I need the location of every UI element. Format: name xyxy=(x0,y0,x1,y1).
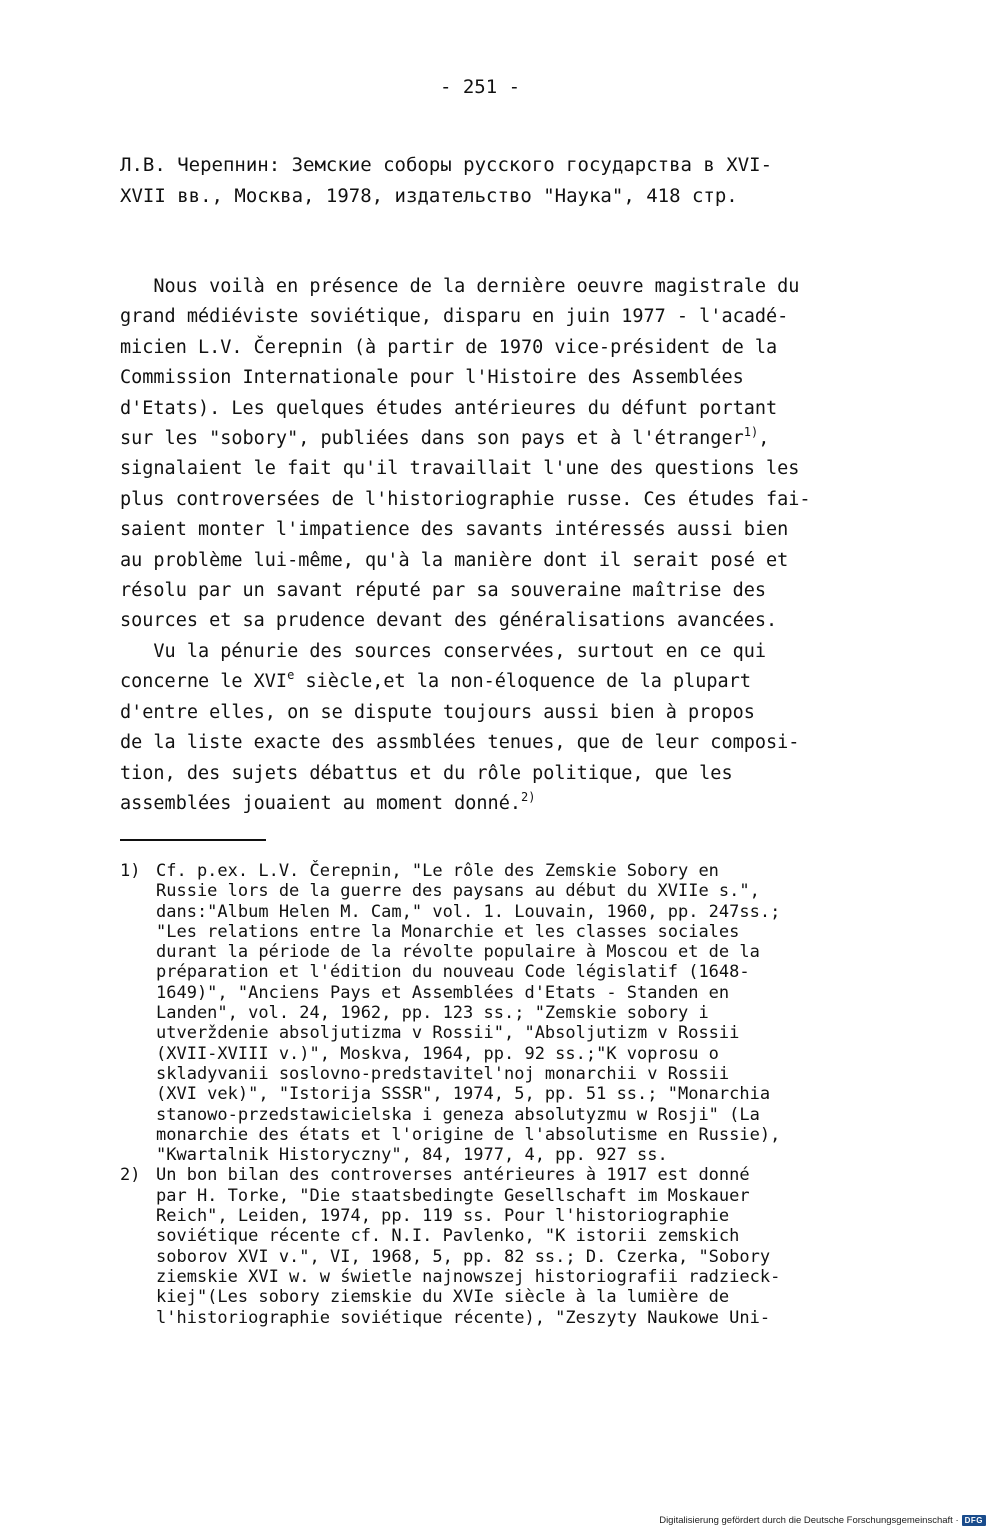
footnote-line: kiej"(Les sobory ziemskie du XVIe siècle à la lumière de xyxy=(156,1287,730,1308)
body-line: tion, des sujets débattus et du rôle politique, que les xyxy=(120,762,733,784)
footnote-line: skladyvanii soslovno-predstavitel'noj monarchii v Rossii xyxy=(156,1063,730,1084)
footnote-line: "Kwartalnik Historyczny", 84, 1977, 4, pp. 927 ss. xyxy=(156,1145,668,1166)
review-title xyxy=(120,150,840,212)
footnote-line: 1649)", "Anciens Pays et Assemblées d'Etats - Standen en xyxy=(156,982,730,1003)
footnote-line: ziemskie XVI w. w świetle najnowszej historiografii radzieck- xyxy=(156,1266,781,1287)
footnote-1 xyxy=(120,861,920,1165)
credit-text: Digitalisierung gefördert durch die Deutsche Forschungsgemeinschaft · xyxy=(659,1515,959,1526)
body-line xyxy=(120,789,880,819)
footnote-number: 1) xyxy=(120,861,141,881)
footnote-2 xyxy=(120,1165,920,1327)
body-line: signalaient le fait qu'il travaillait l'une des questions les xyxy=(120,458,800,480)
body-line: sources et sa prudence devant des généralisations avancées. xyxy=(120,610,778,632)
body-line: micien L.V. Čerepnin (à partir de 1970 vice-président de la xyxy=(120,336,778,358)
footnote-line: (XVI vek)", "Istorija SSSR", 1974, 5, pp. 51 ss.; "Monarchia xyxy=(156,1084,771,1105)
body-line-text: concerne le XVI xyxy=(120,671,288,693)
footnote-line: Landen", vol. 24, 1962, pp. 123 ss.; "Zemskie sobory i xyxy=(156,1003,709,1024)
footnote-line: Cf. p.ex. L.V. Čerepnin, "Le rôle des Zemskie Sobory en xyxy=(156,861,719,881)
comma: , xyxy=(758,428,770,450)
body-line: de la liste exacte des assmblées tenues, que de leur composi- xyxy=(120,732,800,754)
footnote-line: Un bon bilan des controverses antérieures à 1917 est donné xyxy=(156,1165,750,1186)
body-line: Commission Internationale pour l'Histoire des Assemblées xyxy=(120,367,744,389)
footnote-line: dans:"Album Helen M. Cam," vol. 1. Louvain, 1960, pp. 247ss.; xyxy=(156,901,781,922)
body-line: saient monter l'impatience des savants intéressés aussi bien xyxy=(120,519,789,541)
footnote-line: par H. Torke, "Die staatsbedingte Gesellschaft im Moskauer xyxy=(156,1185,750,1206)
body-line: résolu par un savant réputé par sa souveraine maîtrise des xyxy=(120,580,767,602)
footnote-line: Reich", Leiden, 1974, pp. 119 ss. Pour l'historiographie xyxy=(156,1206,730,1227)
body-line: Nous voilà en présence de la dernière oeuvre magistrale du xyxy=(120,276,800,297)
footnote-line: préparation et l'édition du nouveau Code législatif (1648- xyxy=(156,962,750,983)
dfg-logo-icon: DFG xyxy=(962,1515,986,1526)
body-line: d'entre elles, on se dispute toujours aussi bien à propos xyxy=(120,701,755,723)
body-line-text: siècle,et la non-éloquence de la plupart xyxy=(294,671,751,693)
footnote-line: l'historiographie soviétique récente), "Zeszyty Naukowe Uni- xyxy=(156,1307,771,1328)
century-superscript: e xyxy=(287,668,295,683)
body-line-text: assemblées jouaient au moment donné. xyxy=(120,792,521,814)
footnote-line: durant la période de la révolte populaire à Moscou et de la xyxy=(156,942,760,963)
footnote-number: 2) xyxy=(120,1165,141,1186)
footnote-line: monarchie des états et l'origine de l'absolutisme en Russie), xyxy=(156,1124,781,1145)
body-text xyxy=(120,272,880,819)
footnote-ref-2: 2) xyxy=(520,789,536,804)
digitization-credit xyxy=(659,1515,986,1526)
page-number: - 251 - xyxy=(439,76,521,98)
body-line: plus controversées de l'historiographie russe. Ces études fai- xyxy=(120,488,811,510)
title-line: XVII вв., Москва, 1978, издательство "Наука", 418 стр. xyxy=(120,185,738,207)
body-line: d'Etats). Les quelques études antérieures du défunt portant xyxy=(120,397,778,419)
footnote-line: soviétique récente cf. N.I. Pavlenko, "K istorii zemskich xyxy=(156,1226,740,1247)
footnotes xyxy=(120,861,920,1328)
footnote-line: utverždenie absoljutizma v Rossii", "Absoljutizm v Rossii xyxy=(156,1023,740,1044)
footnote-line: (XVII-XVIII v.)", Moskva, 1964, pp. 92 ss.;"K voprosu o xyxy=(156,1043,719,1064)
body-line xyxy=(120,424,880,454)
body-line xyxy=(120,667,880,697)
body-line-text: sur les "sobory", publiées dans son pays et à l'étranger xyxy=(120,428,744,450)
body-line: au problème lui-même, qu'à la manière dont il serait posé et xyxy=(120,549,789,571)
title-line: Л.В. Черепнин: Земские соборы русского государства в XVI- xyxy=(120,154,773,176)
body-line: grand médiéviste soviétique, disparu en juin 1977 - l'acadé- xyxy=(120,306,789,328)
footnote-line: stanowo-przedstawicielska i geneza absolutyzmu w Rosji" (La xyxy=(156,1104,760,1125)
footnote-line: "Les relations entre la Monarchie et les classes sociales xyxy=(156,921,740,942)
footnote-line: Russie lors de la guerre des paysans au début du XVIIe s.", xyxy=(156,881,760,902)
footnote-separator xyxy=(120,839,266,841)
footnote-line: soborov XVI v.", VI, 1968, 5, pp. 82 ss.; D. Czerka, "Sobory xyxy=(156,1246,771,1267)
body-line: Vu la pénurie des sources conservées, surtout en ce qui xyxy=(120,640,767,662)
footnote-ref-1: 1) xyxy=(743,425,759,440)
